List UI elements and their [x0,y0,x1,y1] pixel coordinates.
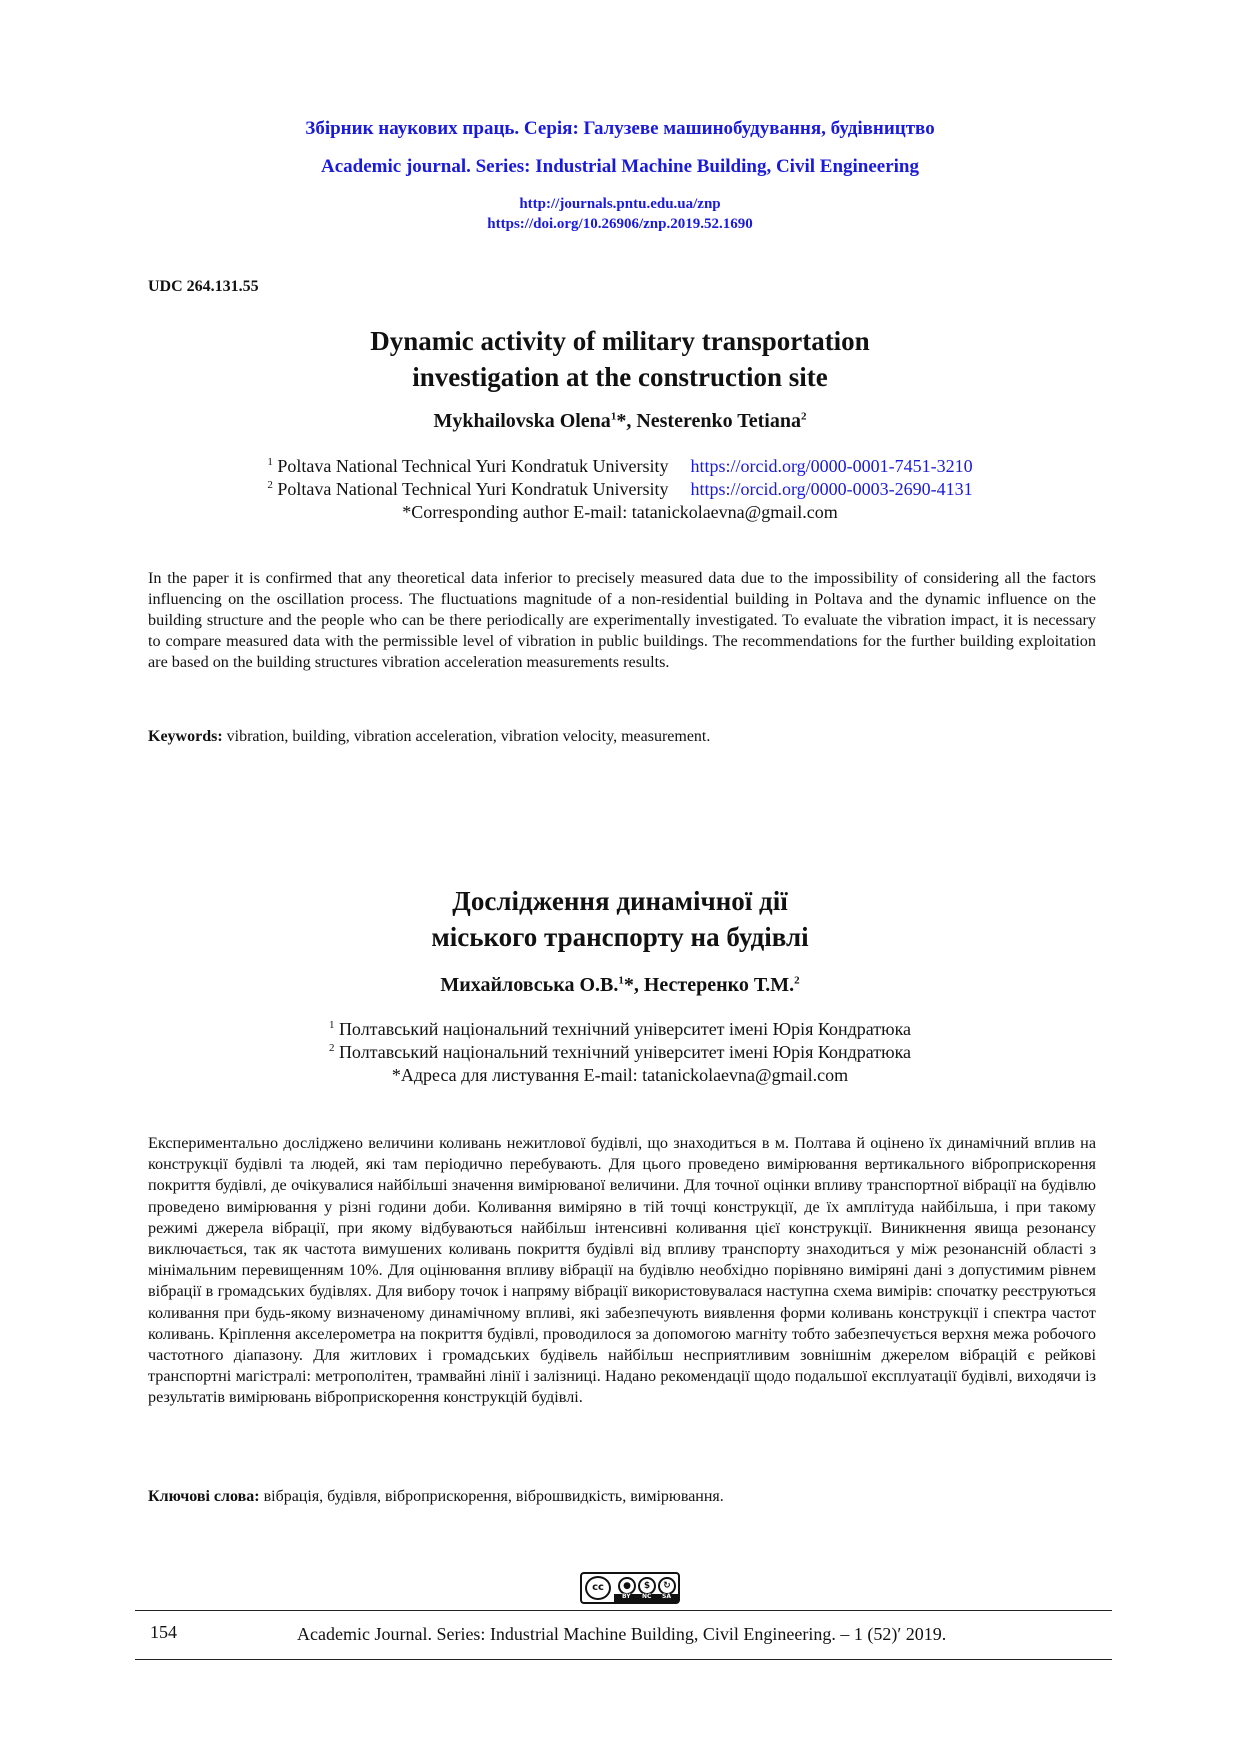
affiliation-2 [0,478,1240,501]
ua-affiliation-1 [0,1018,1240,1041]
author-1-mark: *, [616,410,637,432]
ua-author-1-name: Михайловська О.В. [440,974,619,996]
sa-icon: ↻ [658,1577,676,1595]
ukrainian-title-line-2: міського транспорту на будівлі [431,922,809,952]
affiliation-1 [0,455,1240,478]
ukrainian-affiliations [0,1018,1240,1087]
affiliation-1-name: Poltava National Technical Yuri Kondratuk University [277,456,669,476]
ua-author-1-sup: 1 [618,974,624,987]
ua-keywords-text: вібрація, будівля, віброприскорення, віброшвидкість, вимірювання. [259,1488,724,1505]
journal-title-ua: Збірник наукових праць. Серія: Галузеве машинобудування, будівництво [305,118,935,139]
journal-url-link[interactable]: http://journals.pntu.edu.ua/znp [519,196,721,212]
ua-author-2-sup: 2 [794,974,800,987]
affiliation-2-sup: 2 [267,479,273,491]
orcid-link-2[interactable]: https://orcid.org/0000-0003-2690-4131 [690,479,973,499]
affiliation-1-sup: 1 [267,456,273,468]
doi-link[interactable]: https://doi.org/10.26906/znp.2019.52.1690 [487,216,753,232]
footer-citation: Academic Journal. Series: Industrial Machine Building, Civil Engineering. – 1 (52)′ 2019. [297,1624,947,1644]
ukrainian-title [0,883,1240,955]
english-abstract: In the paper it is confirmed that any theoretical data inferior to precisely measured data due to the impossibility of considering all the factors influencing on the oscillation process. The fluctuations magnitude of a non-residential building in Poltava and the dynamic influence on the building structure and the people who can be there periodically are experimentally investigated. To evaluate the vibration impact, it is necessary to compare measured data with the permissible level of vibration in public buildings. The recommendations for the further building exploitation are based on the building structures vibration acceleration measurements results. [148,569,1096,671]
english-affiliations [0,455,1240,524]
by-label: BY [622,1593,631,1600]
sa-label: SA [662,1593,671,1600]
nc-icon: $ [638,1577,656,1595]
nc-label: NC [642,1593,652,1600]
ua-affiliation-2 [0,1041,1240,1064]
ua-author-1-mark: *, [623,974,644,996]
author-1-name: Mykhailovska Olena [433,410,611,432]
ua-author-2-name: Нестеренко Т.М. [643,974,795,996]
english-title-line-2: investigation at the construction site [412,362,828,392]
author-2-sup: 2 [800,410,807,423]
footer-bottom-rule [135,1659,1112,1660]
footer-top-rule [135,1610,1112,1611]
english-keywords [148,728,1096,746]
english-authors [0,410,1240,433]
cc-icon: cc [585,1576,611,1600]
english-title-line-1: Dynamic activity of military transportation [370,326,870,356]
ukrainian-title-line-1: Дослідження динамічної дії [452,886,788,916]
cc-license-badge[interactable] [580,1572,680,1604]
ukrainian-abstract: Експериментально досліджено величини коливань нежитлової будівлі, що знаходиться в м. Полтава й оцінено їх динамічний вплив на конструкції будівлі та людей, які там періодично перебувають. Для цього проведено вимірювання вертикального віброприскорення покриття будівлі, де очікувалися найбільші значення вимірюваної величини. Для точної оцінки впливу транспортної вібрації на будівлю проведено вимірювання у різні години доби. Коливання виміряно в тій точці конструкції, де їх амплітуда найбільша, і при такому режимі джерела вібрації, при якому відбуваються найбільш інтенсивні коливання цієї конструкції. Виникнення явища резонансу виключається, так як частота вимушених коливань покриття будівлі від впливу транспорту знаходиться у між резонансній області з мінімальним перевищенням 10%. Для оцінювання впливу вібрації на будівлю необхідно порівняно виміряні дані з допустимим рівнем вібрації в громадських будівлях. Для вибору точок і напряму вібрації використовувалася наступна схема вимірів: спочатку реєструються коливання при будь-якому визначеному динамічному впливі, які забезпечують виявлення форми коливань конструкції і спектра частот коливань. Кріплення акселерометра на покриття будівлі, проводилося за допомогою магніту тобто забезпечується верхня межа робочого частотного діапазону. Для житлових і громадських будівель найбільш несприятливим зовнішнім джерелом вібрацій є рейкові транспортні магістралі: метрополітен, трамвайні лінії і залізниці. Надано рекомендації щодо подальшої експлуатації будівлі, виходячи із результатів вимірювань віброприскорення конструкцій будівлі. [148,1134,1096,1407]
orcid-link-1[interactable]: https://orcid.org/0000-0001-7451-3210 [690,456,973,476]
ua-affiliation-2-sup: 2 [328,1042,335,1054]
page-number: 154 [150,1622,177,1642]
author-1-sup: 1 [610,410,617,423]
affiliation-2-name: Poltava National Technical Yuri Kondratuk University [277,479,669,499]
udc-code: UDC 264.131.55 [148,278,259,295]
ua-affiliation-1-name: Полтавський національний технічний університет імені Юрія Кондратюка [338,1019,912,1039]
by-icon: ● [618,1577,636,1595]
author-2-name: Nesterenko Tetiana [636,410,801,432]
keywords-text: vibration, building, vibration acceleration, vibration velocity, measurement. [222,728,711,745]
keywords-label: Keywords: [148,728,223,745]
corresponding-author: *Corresponding author E-mail: tatanickolaevna@gmail.com [402,502,838,522]
ua-keywords-label: Ключові слова: [148,1488,260,1505]
ukrainian-keywords [148,1488,1096,1506]
english-title [0,323,1240,395]
ua-affiliation-2-name: Полтавський національний технічний університет імені Юрія Кондратюка [338,1042,912,1062]
journal-title-en: Academic journal. Series: Industrial Machine Building, Civil Engineering [321,156,919,177]
ukrainian-authors [0,974,1240,997]
ua-corresponding-author: *Адреса для листування E-mail: tatanickolaevna@gmail.com [391,1065,849,1085]
ua-affiliation-1-sup: 1 [328,1019,335,1031]
